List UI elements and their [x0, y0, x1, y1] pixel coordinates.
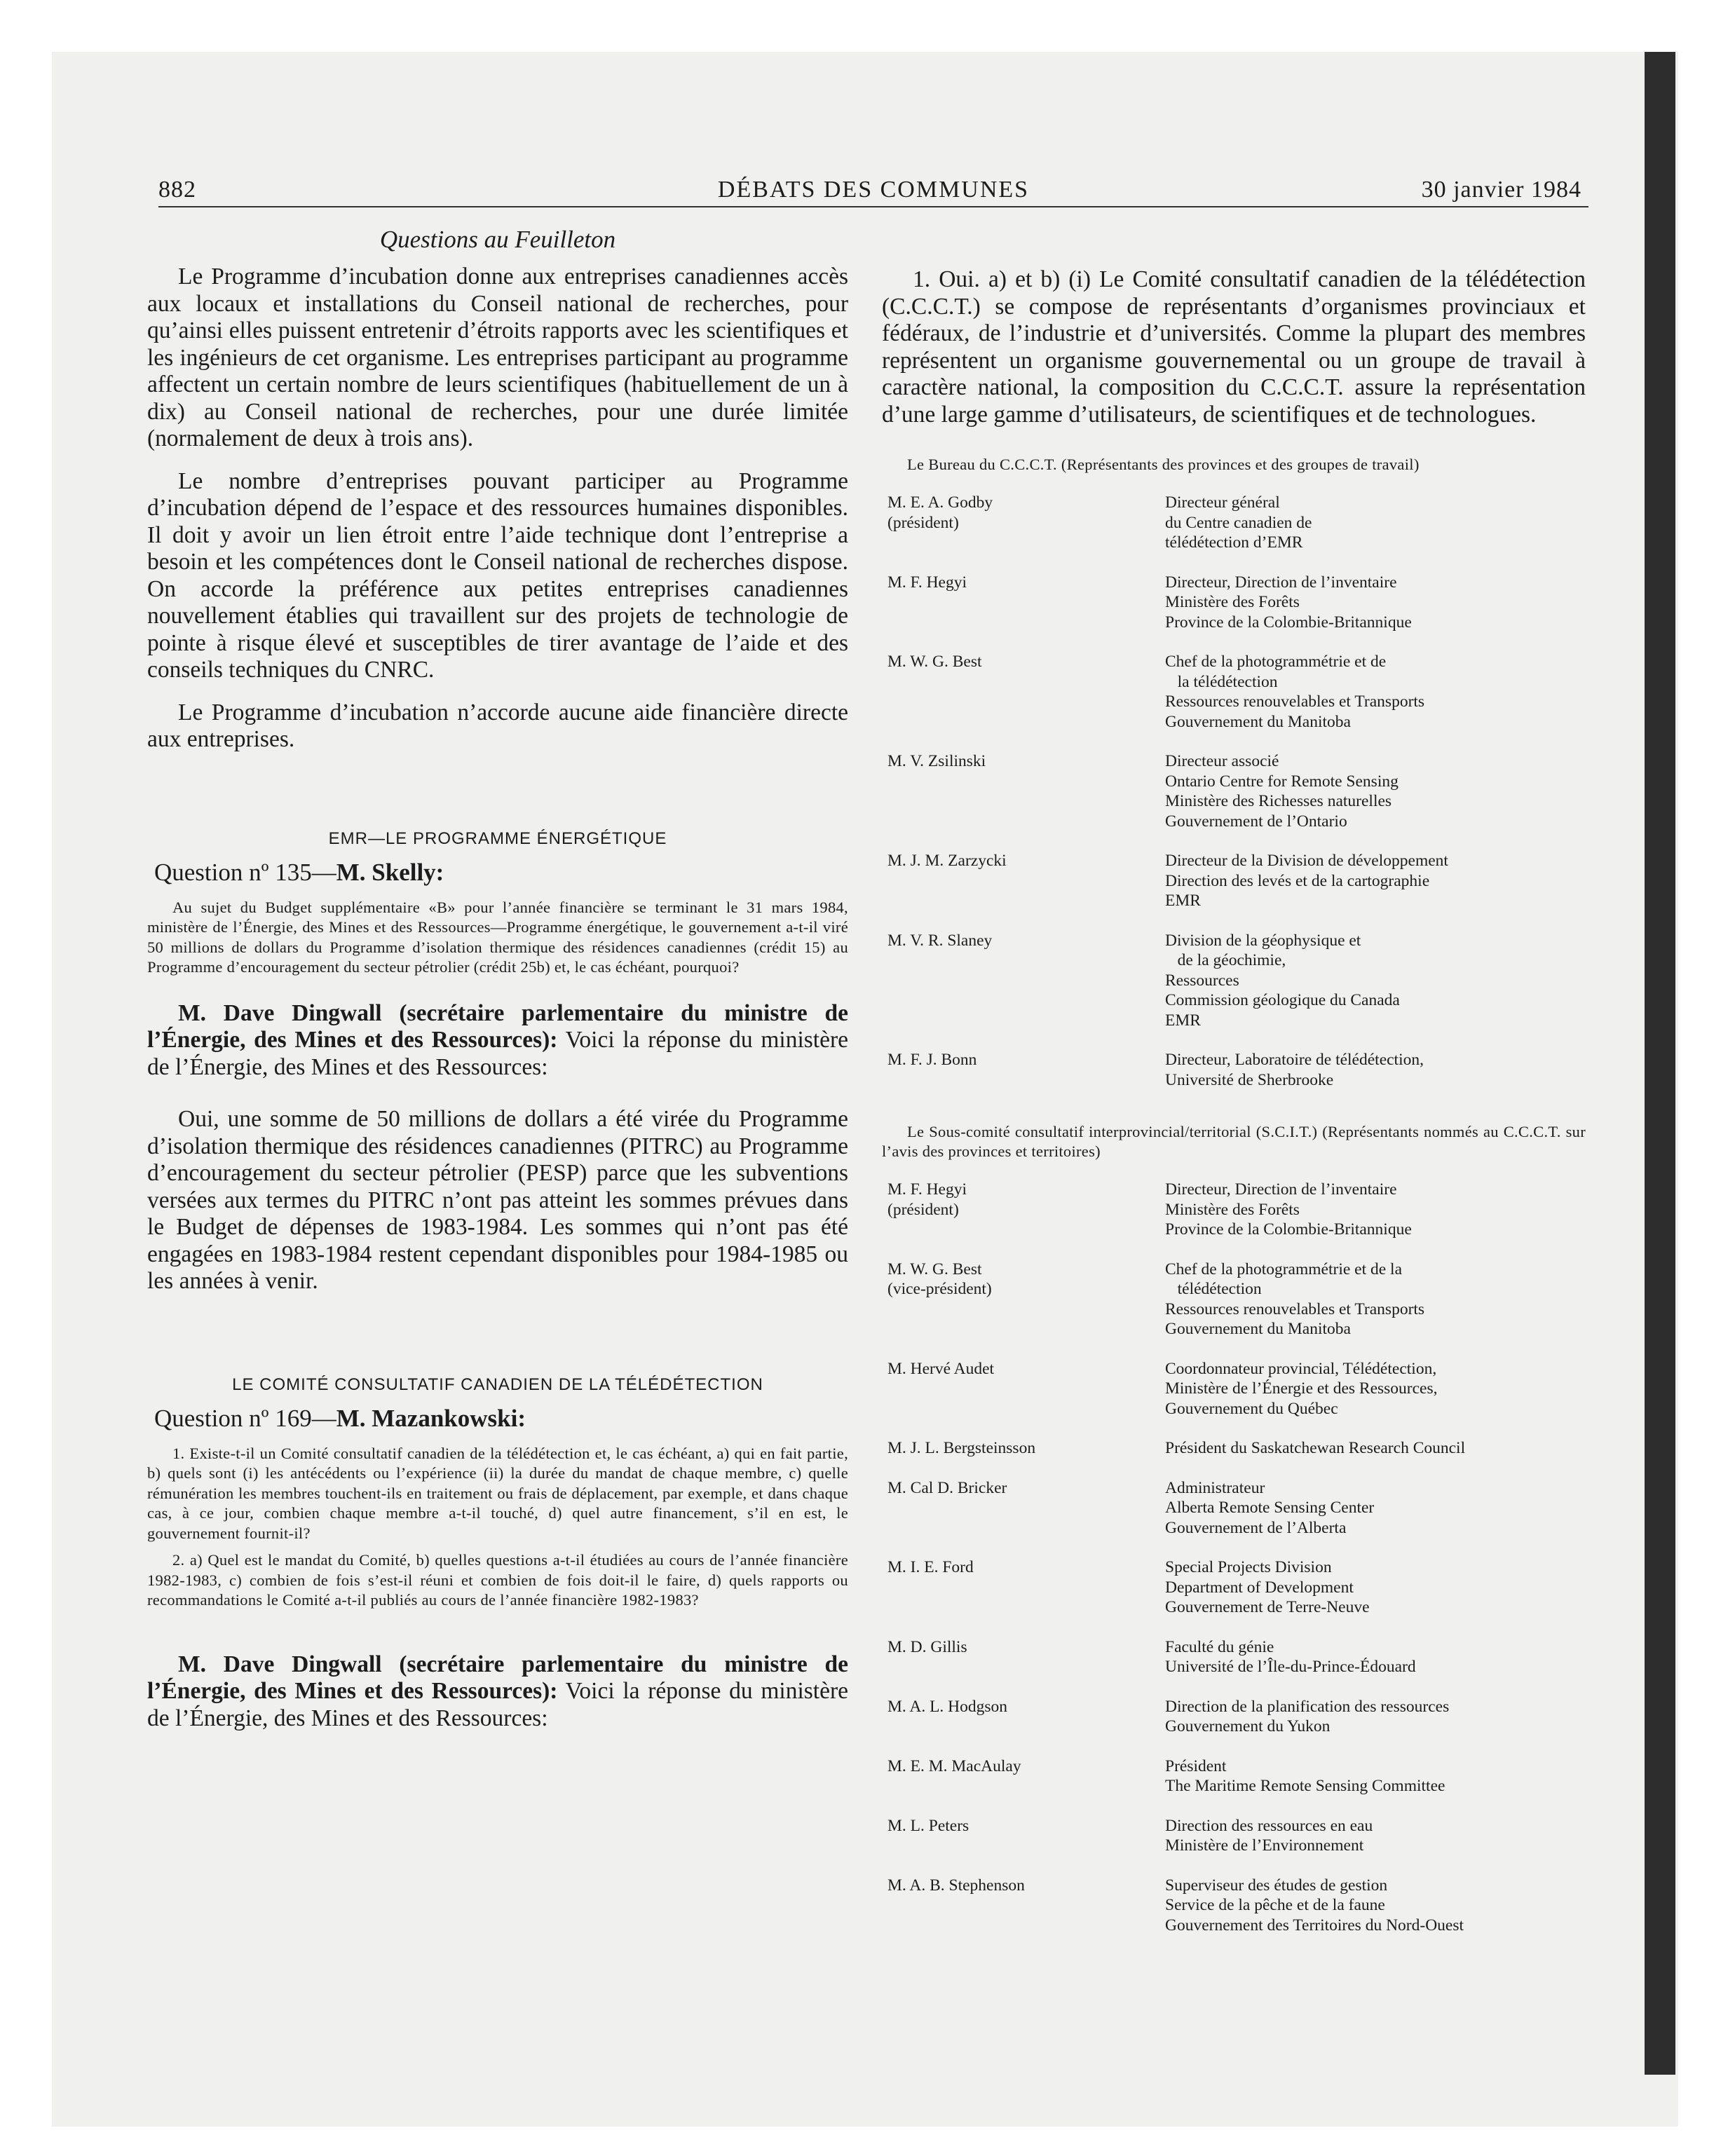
publication-title: DÉBATS DES COMMUNES: [717, 177, 1030, 203]
member-name: M. Cal D. Bricker: [887, 1478, 1007, 1497]
member-row: [882, 1478, 1586, 1538]
incubation-paragraph: Le Programme d’incubation donne aux entreprises canadiennes accès aux locaux et installations du Conseil national de recherches, pour qu’ainsi elles puissent entretenir d’étroits rapports avec les scientifiques et les ingénieurs de cet organisme. Les entreprises participant au programme affectent un certain nombre de leurs scientifiques (habituellement de un à dix) au Conseil national de recherches, pour une durée limitée (normalement de deux à trois ans).: [147, 264, 848, 451]
publication-date: 30 janvier 1984: [1421, 177, 1581, 203]
member-name: M. V. R. Slaney: [887, 931, 993, 950]
member-role: Président du Saskatchewan Research Council: [1165, 1439, 1466, 1457]
member-role: Directeur, Direction de l’inventaire Ministère des Forêts Province de la Colombie-Britannique: [1165, 573, 1412, 632]
question-135: [154, 859, 848, 887]
member-row: [882, 1697, 1586, 1737]
member-row: [882, 751, 1586, 831]
dingwall-reply-135: [147, 1000, 848, 1082]
question-135-text: Au sujet du Budget supplémentaire «B» pour l’année financière se terminant le 31 mars 1984, ministère de l’Énergie, des Mines et des Ressources—Programme énergétique, le gouvernement a-t-il viré 50 millions de dollars du Programme d’isolation thermique des résidences canadiennes (crédit 15) au Programme d’encouragement du secteur pétrolier (crédit 25b) et, le cas échéant, pourquoi?: [147, 898, 848, 976]
member-role: Administrateur Alberta Remote Sensing Center Gouvernement de l’Alberta: [1165, 1478, 1375, 1537]
member-name: M. J. M. Zarzycki: [887, 852, 1007, 870]
member-row: [882, 851, 1586, 911]
cccrs-heading: LE COMITÉ CONSULTATIF CANADIEN DE LA TÉLÉDÉTECTION: [232, 1374, 763, 1394]
member-row: [882, 1180, 1586, 1240]
answer-169-intro: 1. Oui. a) et b) (i) Le Comité consultatif canadien de la télédétection (C.C.C.T.) se compose de représentants d’organismes provinciaux et fédéraux, de l’industrie et d’universités. Comme la plupart des membres représentent un organisme gouvernemental ou un groupe de travail à caractère national, la composition du C.C.C.T. assure la représentation d’une large gamme d’utilisateurs, de scientifiques et de technologues.: [882, 266, 1586, 428]
answer-135: Oui, une somme de 50 millions de dollars a été virée du Programme d’isolation thermique des résidences canadiennes (PITRC) au Programme d’encouragement du secteur pétrolier (PESP) parce que les subventions versées aux termes du PITRC n’ont pas atteint les sommes prévues dans le Budget de dépenses de 1983-1984. Les sommes qui n’ont pas été engagées en 1983-1984 restent cependant disponibles pour 1984-1985 ou les années à venir.: [147, 1106, 848, 1294]
question-number: Question nº 135—: [154, 858, 336, 886]
incubation-paragraph: Le Programme d’incubation n’accorde aucune aide financière directe aux entreprises.: [147, 699, 848, 752]
member-row: [882, 1756, 1586, 1796]
member-name: M. A. L. Hodgson: [887, 1697, 1008, 1716]
member-name: M. L. Peters: [887, 1816, 969, 1835]
section-title: Questions au Feuilleton: [379, 226, 616, 253]
dingwall-reply-169: [147, 1651, 848, 1733]
member-row: [882, 1557, 1586, 1618]
member-role: Chef de la photogrammétrie et de la télédétection Ressources renouvelables et Transports Gouvernement du Manitoba: [1165, 653, 1425, 731]
member-role: Superviseur des études de gestion Service de la pêche et de la faune Gouvernement des Territoires du Nord-Ouest: [1165, 1876, 1464, 1935]
question-number: Question nº 169—: [154, 1404, 336, 1432]
member-role: Directeur, Direction de l’inventaire Ministère des Forêts Province de la Colombie-Britannique: [1165, 1180, 1412, 1239]
member-name: M. E. M. MacAulay: [887, 1756, 1021, 1775]
member-row: [882, 652, 1586, 732]
right-column: [882, 266, 1586, 1955]
member-role: Coordonnateur provincial, Télédétection, Ministère de l’Énergie et des Ressources, Gouvernement du Québec: [1165, 1359, 1438, 1418]
member-role: Président The Maritime Remote Sensing Committee: [1165, 1756, 1445, 1795]
question-member: M. Mazankowski:: [336, 1404, 526, 1432]
member-name: M. E. A. Godby (président): [887, 493, 993, 532]
member-role: Directeur, Laboratoire de télédétection, Université de Sherbrooke: [1165, 1051, 1424, 1089]
scit-member-list: [882, 1180, 1586, 1935]
member-row: [882, 1816, 1586, 1856]
member-role: Direction de la planification des ressources Gouvernement du Yukon: [1165, 1697, 1450, 1735]
member-role: Division de la géophysique et de la géochimie, Ressources Commission géologique du Canada EMR: [1165, 931, 1400, 1030]
member-role: Chef de la photogrammétrie et de la télédétection Ressources renouvelables et Transports Gouvernement du Manitoba: [1165, 1260, 1425, 1338]
member-role: Faculté du génie Université de l’Île-du-Prince-Édouard: [1165, 1637, 1416, 1676]
member-name: M. F. J. Bonn: [887, 1051, 977, 1069]
member-row: [882, 1876, 1586, 1936]
member-name: M. V. Zsilinski: [887, 752, 986, 770]
question-169: [154, 1405, 848, 1433]
speaker: M. Dave Dingwall (secrétaire parlementaire du ministre de l’Énergie, des Mines et des Ressources):: [147, 999, 848, 1053]
member-name: M. W. G. Best (vice-président): [887, 1260, 992, 1298]
member-role: Special Projects Division Department of Development Gouvernement de Terre-Neuve: [1165, 1558, 1370, 1616]
member-row: [882, 1260, 1586, 1339]
member-name: M. F. Hegyi (président): [887, 1180, 967, 1219]
member-name: M. J. L. Bergsteinsson: [887, 1439, 1036, 1457]
member-row: [882, 1637, 1586, 1677]
member-name: M. W. G. Best: [887, 653, 982, 671]
speaker: M. Dave Dingwall (secrétaire parlementaire du ministre de l’Énergie, des Mines et des Ressources):: [147, 1651, 848, 1704]
bureau-intro: Le Bureau du C.C.C.T. (Représentants des provinces et des groupes de travail): [907, 456, 1420, 473]
question-169-part-1: 1. Existe-t-il un Comité consultatif canadien de la télédétection et, le cas échéant, a) qui en fait partie, b) quels sont (i) les antécédents ou l’expérience (ii) la durée du mandat de chaque membre, c) quelle rémunération les membres touchent-ils en traitement ou frais de déplacement, par exemple, et dans chaque cas, à ce jour, combien chaque membre a-t-il touché, d) quel autre financement, s’il en est, le gouvernement fournit-il?: [147, 1444, 848, 1542]
member-row: [882, 1050, 1586, 1090]
header-rule: [158, 206, 1588, 207]
scan-edge-shadow: [1645, 52, 1675, 2075]
left-column: [147, 226, 848, 1747]
member-row: [882, 1359, 1586, 1419]
question-member: M. Skelly:: [336, 858, 444, 886]
speaker-text: Voici la réponse du ministère de l’Énergie, des Mines et des Ressources:: [147, 1027, 848, 1080]
member-role: Directeur général du Centre canadien de télédétection d’EMR: [1165, 493, 1312, 552]
emr-heading: EMR—LE PROGRAMME ÉNERGÉTIQUE: [328, 828, 667, 848]
member-name: M. F. Hegyi: [887, 573, 967, 592]
member-name: M. Hervé Audet: [887, 1359, 995, 1378]
member-row: [882, 931, 1586, 1031]
member-row: [882, 493, 1586, 553]
member-role: Direction des ressources en eau Ministère de l’Environnement: [1165, 1816, 1373, 1855]
bureau-member-list: [882, 493, 1586, 1090]
speaker-text: Voici la réponse du ministère de l’Énergie, des Mines et des Ressources:: [147, 1678, 848, 1731]
member-name: M. A. B. Stephenson: [887, 1876, 1025, 1895]
scit-intro: Le Sous-comité consultatif interprovincial/territorial (S.C.I.T.) (Représentants nommés au C.C.C.T. sur l’avis des provinces et territoires): [882, 1123, 1586, 1160]
page-number: 882: [158, 177, 196, 203]
member-name: M. D. Gillis: [887, 1637, 967, 1656]
question-169-part-2: 2. a) Quel est le mandat du Comité, b) quelles questions a-t-il étudiées au cours de l’année financière 1982-1983, c) combien de fois s’est-il réuni et combien de fois doit-il le faire, d) quels rapports ou recommandations le Comité a-t-il publiés au cours de l’année financière 1982-1983?: [147, 1551, 848, 1609]
member-name: M. I. E. Ford: [887, 1558, 974, 1576]
member-role: Directeur de la Division de développement Direction des levés et de la cartographie EMR: [1165, 852, 1448, 910]
member-role: Directeur associé Ontario Centre for Remote Sensing Ministère des Richesses naturelles Gouvernement de l’Ontario: [1165, 752, 1399, 831]
member-row: [882, 573, 1586, 633]
incubation-paragraph: Le nombre d’entreprises pouvant participer au Programme d’incubation dépend de l’espace et des ressources humaines disponibles. Il doit y avoir un lien étroit entre l’aide technique dont l’entreprise a besoin et les compétences dont le Conseil national de recherches dispose. On accorde la préférence aux petites entreprises canadiennes nouvellement établies qui travaillent sur des projets de technologie de pointe à risque élevé et susceptibles de tirer avantage de l’aide et des conseils techniques du CNRC.: [147, 468, 848, 683]
member-row: [882, 1438, 1586, 1459]
page-header: [158, 177, 1588, 207]
